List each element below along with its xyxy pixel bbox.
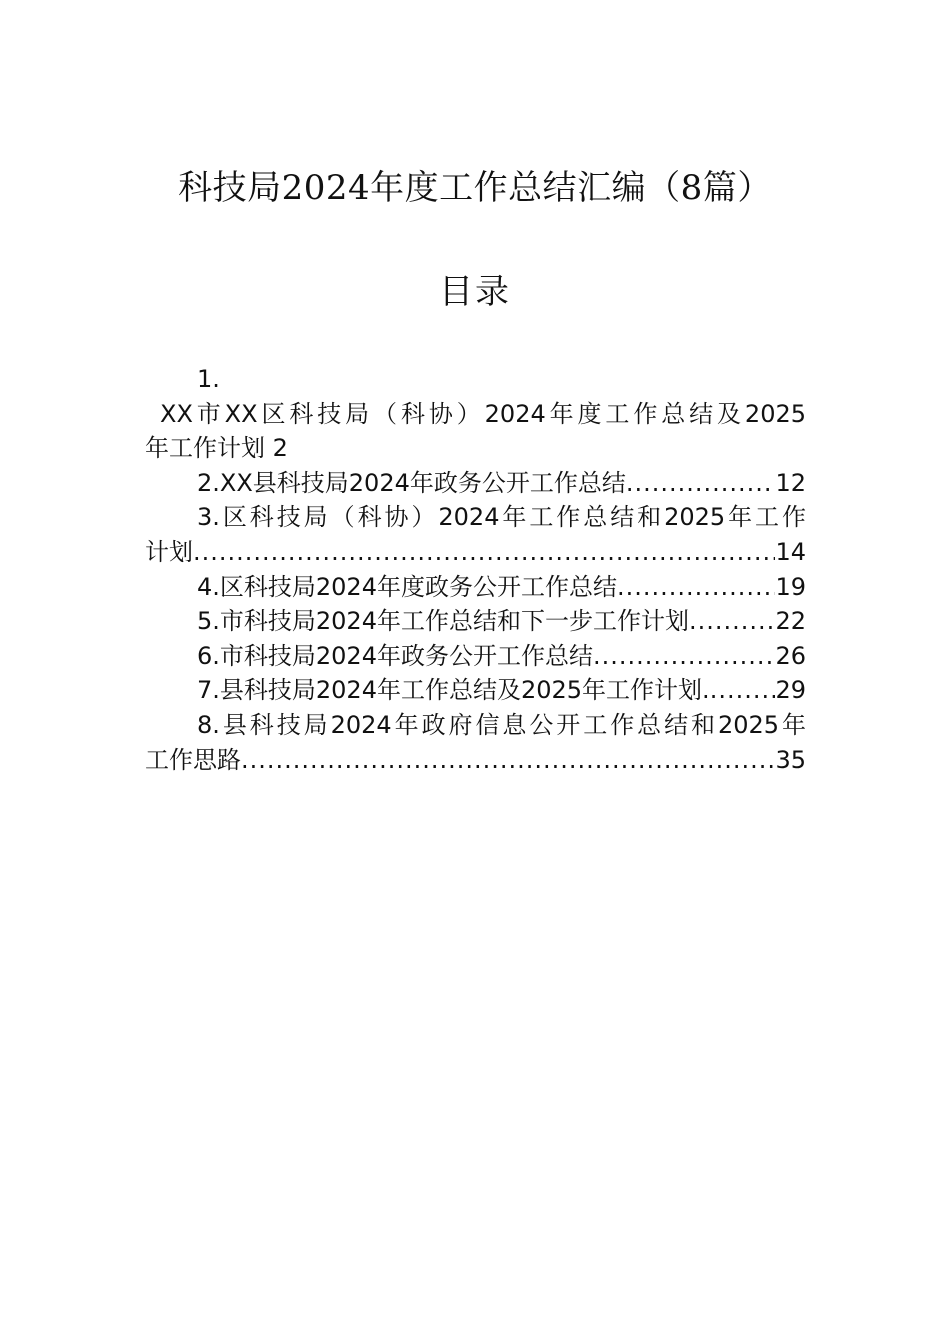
toc-heading: 目录	[439, 272, 511, 312]
toc-item-1-number[interactable]: 1.	[197, 365, 220, 393]
toc-item-4-title: 4.区科技局2024年度政务公开工作总结	[197, 572, 617, 601]
toc-item-8-page: 35	[775, 745, 806, 774]
toc-item-1-title[interactable]: XX市XX区科技局（科协）2024年度工作总结及2025	[160, 399, 806, 428]
toc-item-7-title: 7.县科技局2024年工作总结及2025年工作计划.	[197, 676, 710, 705]
toc-leader-dots	[689, 604, 775, 639]
toc-item-7[interactable]	[145, 673, 806, 708]
toc-item-7-page: 29	[775, 676, 806, 705]
toc-item-6-title: 6.市科技局2024年政务公开工作总结	[197, 641, 593, 670]
toc-item-8[interactable]	[145, 743, 806, 778]
toc-item-3-title[interactable]: 3.区科技局（科协）2024年工作总结和2025年工作	[197, 503, 806, 532]
toc-leader-dots	[617, 570, 775, 605]
toc-item-3-title-cont: 计划	[145, 537, 193, 566]
toc-item-2[interactable]	[145, 466, 806, 501]
toc-item-2-page: 12	[775, 468, 806, 497]
toc-item-5-page: 22	[775, 607, 806, 636]
toc-item-1-title-cont[interactable]: 年工作计划 2	[145, 434, 288, 463]
toc-leader-dots	[710, 673, 776, 708]
toc-item-4-page: 19	[775, 572, 806, 601]
toc-item-3[interactable]	[145, 535, 806, 570]
toc-item-6-page: 26	[775, 641, 806, 670]
toc-leader-dots	[626, 466, 776, 501]
toc-leader-dots	[193, 535, 775, 570]
toc-item-8-title[interactable]: 8.县科技局2024年政府信息公开工作总结和2025年	[197, 710, 806, 739]
toc-item-2-title: 2.XX县科技局2024年政务公开工作总结	[197, 468, 626, 497]
table-of-contents	[145, 362, 806, 777]
toc-item-5-title: 5.市科技局2024年工作总结和下一步工作计划	[197, 607, 689, 636]
toc-item-6[interactable]	[145, 639, 806, 674]
toc-item-8-title-cont: 工作思路	[145, 745, 241, 774]
toc-leader-dots	[593, 639, 775, 674]
toc-item-5[interactable]	[145, 604, 806, 639]
toc-leader-dots	[241, 743, 775, 778]
document-title: 科技局2024年度工作总结汇编（8篇）	[178, 168, 772, 208]
toc-item-3-page: 14	[775, 537, 806, 566]
toc-item-4[interactable]	[145, 570, 806, 605]
